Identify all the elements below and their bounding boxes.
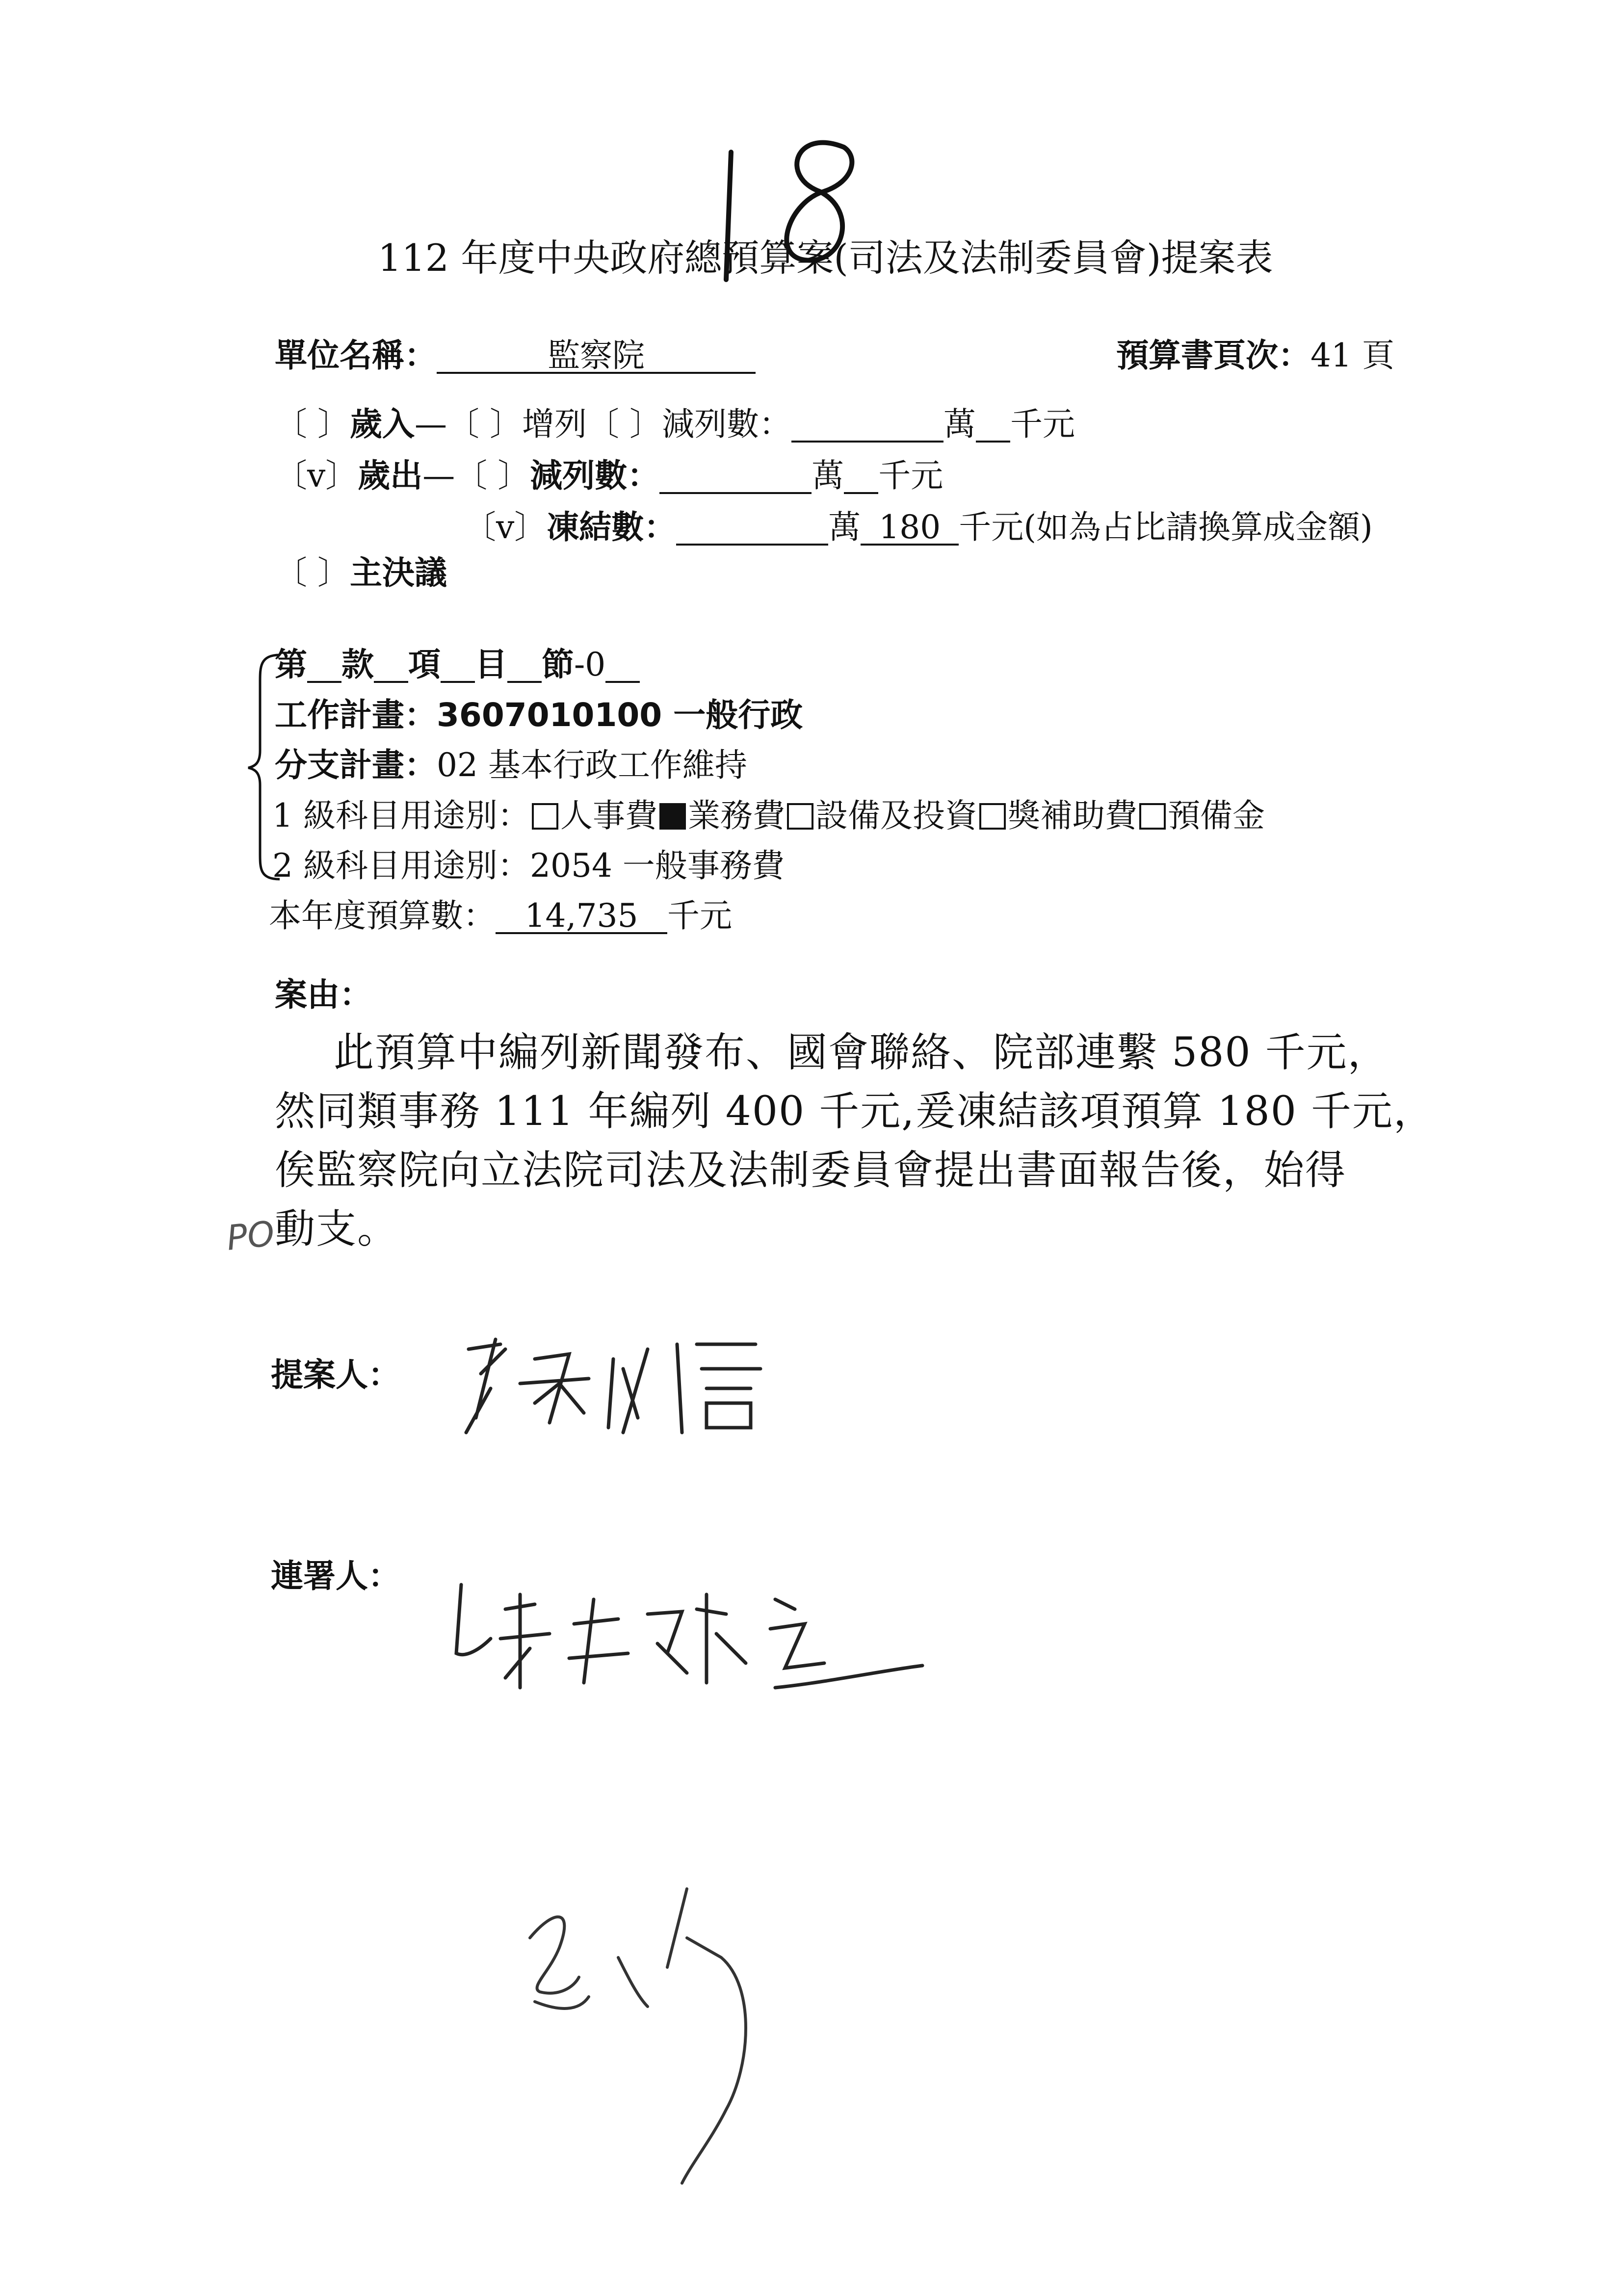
revenue-unit-thousand: 千元 <box>1010 405 1075 443</box>
checkbox-business <box>659 803 686 830</box>
level1-option-equipment: 設備及投資 <box>815 797 977 835</box>
checkbox-subsidy <box>979 803 1006 830</box>
revenue-dash: — <box>414 405 447 443</box>
expense-bracket: 〔v〕 <box>275 457 358 495</box>
level1-label: 1 級科目用途別： <box>272 797 530 835</box>
level1-row <box>272 797 1265 835</box>
proposer-label: 提案人： <box>271 1356 400 1394</box>
section-xiang: 項 <box>408 646 441 683</box>
section-kuan: 款 <box>341 646 374 683</box>
main-resolution-bracket: 〔 〕 <box>275 554 350 592</box>
revenue-decrease-bracket: 〔 〕 <box>586 405 662 443</box>
expense-unit-thousand: 千元 <box>878 457 943 495</box>
section-jie-blank <box>605 649 640 683</box>
level2-label: 2 級科目用途別： <box>272 847 530 885</box>
level2-value: 2054 一般事務費 <box>529 847 785 885</box>
reason-line-2: 然同類事務 111 年編列 400 千元,爰凍結該項預算 180 千元， <box>275 1088 1435 1135</box>
section-jie-value: -0 <box>574 646 606 683</box>
level1-option-reserve: 預備金 <box>1167 797 1265 835</box>
revenue-label: 歲入 <box>349 405 415 443</box>
section-mu-blank <box>507 649 542 683</box>
checkbox-personnel <box>532 803 558 830</box>
cosigner-signature-1 <box>451 1565 932 1722</box>
main-resolution-label: 主決議 <box>349 554 447 592</box>
section-kuan-blank <box>374 649 408 683</box>
expense-thousand-blank <box>844 460 878 494</box>
section-line <box>275 646 640 683</box>
revenue-line <box>275 405 1075 443</box>
expense-wan-blank <box>659 460 812 494</box>
work-plan-value: 3607010100 一般行政 <box>437 696 803 734</box>
revenue-wan-blank <box>791 408 943 443</box>
budget-page-value: 41 頁 <box>1310 337 1394 374</box>
revenue-bracket: 〔 〕 <box>275 405 350 443</box>
work-plan-label: 工作計畫： <box>275 696 437 734</box>
budget-page-label: 預算書頁次： <box>1116 337 1310 374</box>
revenue-increase-bracket: 〔 〕 <box>446 405 522 443</box>
proposer-signature <box>461 1330 795 1447</box>
annual-budget-unit: 千元 <box>667 897 732 935</box>
freeze-wan-blank <box>676 511 828 546</box>
sub-plan-value: 02 基本行政工作維持 <box>437 746 747 784</box>
main-resolution-line <box>275 554 447 592</box>
level1-option-subsidy: 獎補助費 <box>1007 797 1137 835</box>
revenue-unit-wan: 萬 <box>943 405 976 443</box>
freeze-unit-wan: 萬 <box>828 508 861 546</box>
unit-name-label: 單位名稱： <box>275 337 437 374</box>
freeze-label: 凍結數： <box>547 508 677 546</box>
checkbox-equipment <box>787 803 813 830</box>
expense-dash: — <box>422 457 455 495</box>
revenue-thousand-blank <box>976 408 1010 443</box>
cosigner-label: 連署人： <box>271 1557 400 1595</box>
level1-option-personnel: 人事費 <box>560 797 657 835</box>
unit-name-row <box>275 339 756 374</box>
expense-decrease-bracket: 〔 〕 <box>455 457 530 495</box>
checkbox-reserve <box>1139 803 1166 830</box>
freeze-value: 180 <box>861 511 959 546</box>
cosigner-signature-2 <box>520 1879 795 2193</box>
level1-option-business: 業務費 <box>687 797 785 835</box>
expense-decrease: 減列數： <box>530 457 660 495</box>
level2-row <box>272 847 785 885</box>
unit-name-value: 監察院 <box>437 339 756 374</box>
sub-plan-row <box>275 746 747 784</box>
freeze-unit-thousand: 千元(如為占比請換算成金額) <box>959 508 1373 546</box>
section-xiang-blank <box>441 649 475 683</box>
reason-line-3: 俟監察院向立法院司法及法制委員會提出書面報告後，始得 <box>275 1147 1347 1194</box>
sub-plan-label: 分支計畫： <box>275 746 437 784</box>
reason-line-1: 此預算中編列新聞發布、國會聯絡、院部連繫 580 千元， <box>334 1029 1389 1076</box>
budget-page-row <box>1116 339 1394 372</box>
expense-line <box>275 457 943 495</box>
reason-line-4: 動支。 <box>275 1206 399 1252</box>
annual-budget-label: 本年度預算數： <box>269 897 496 935</box>
work-plan-row <box>275 696 803 734</box>
section-di-blank <box>307 649 341 683</box>
revenue-decrease: 減列數： <box>661 405 791 443</box>
annual-budget-value: 14,735 <box>496 900 667 934</box>
section-jie: 節 <box>542 646 574 683</box>
expense-label: 歲出 <box>358 457 423 495</box>
annual-budget-row <box>269 897 732 935</box>
freeze-bracket: 〔v〕 <box>464 508 547 546</box>
section-mu: 目 <box>475 646 507 683</box>
expense-unit-wan: 萬 <box>812 457 844 495</box>
section-di: 第 <box>275 646 307 683</box>
margin-note: PO <box>224 1213 277 1258</box>
page-title: 112 年度中央政府總預算案(司法及法制委員會)提案表 <box>378 236 1273 280</box>
freeze-line <box>464 508 1373 546</box>
revenue-increase: 增列 <box>522 405 587 443</box>
reason-heading: 案由： <box>275 976 372 1014</box>
